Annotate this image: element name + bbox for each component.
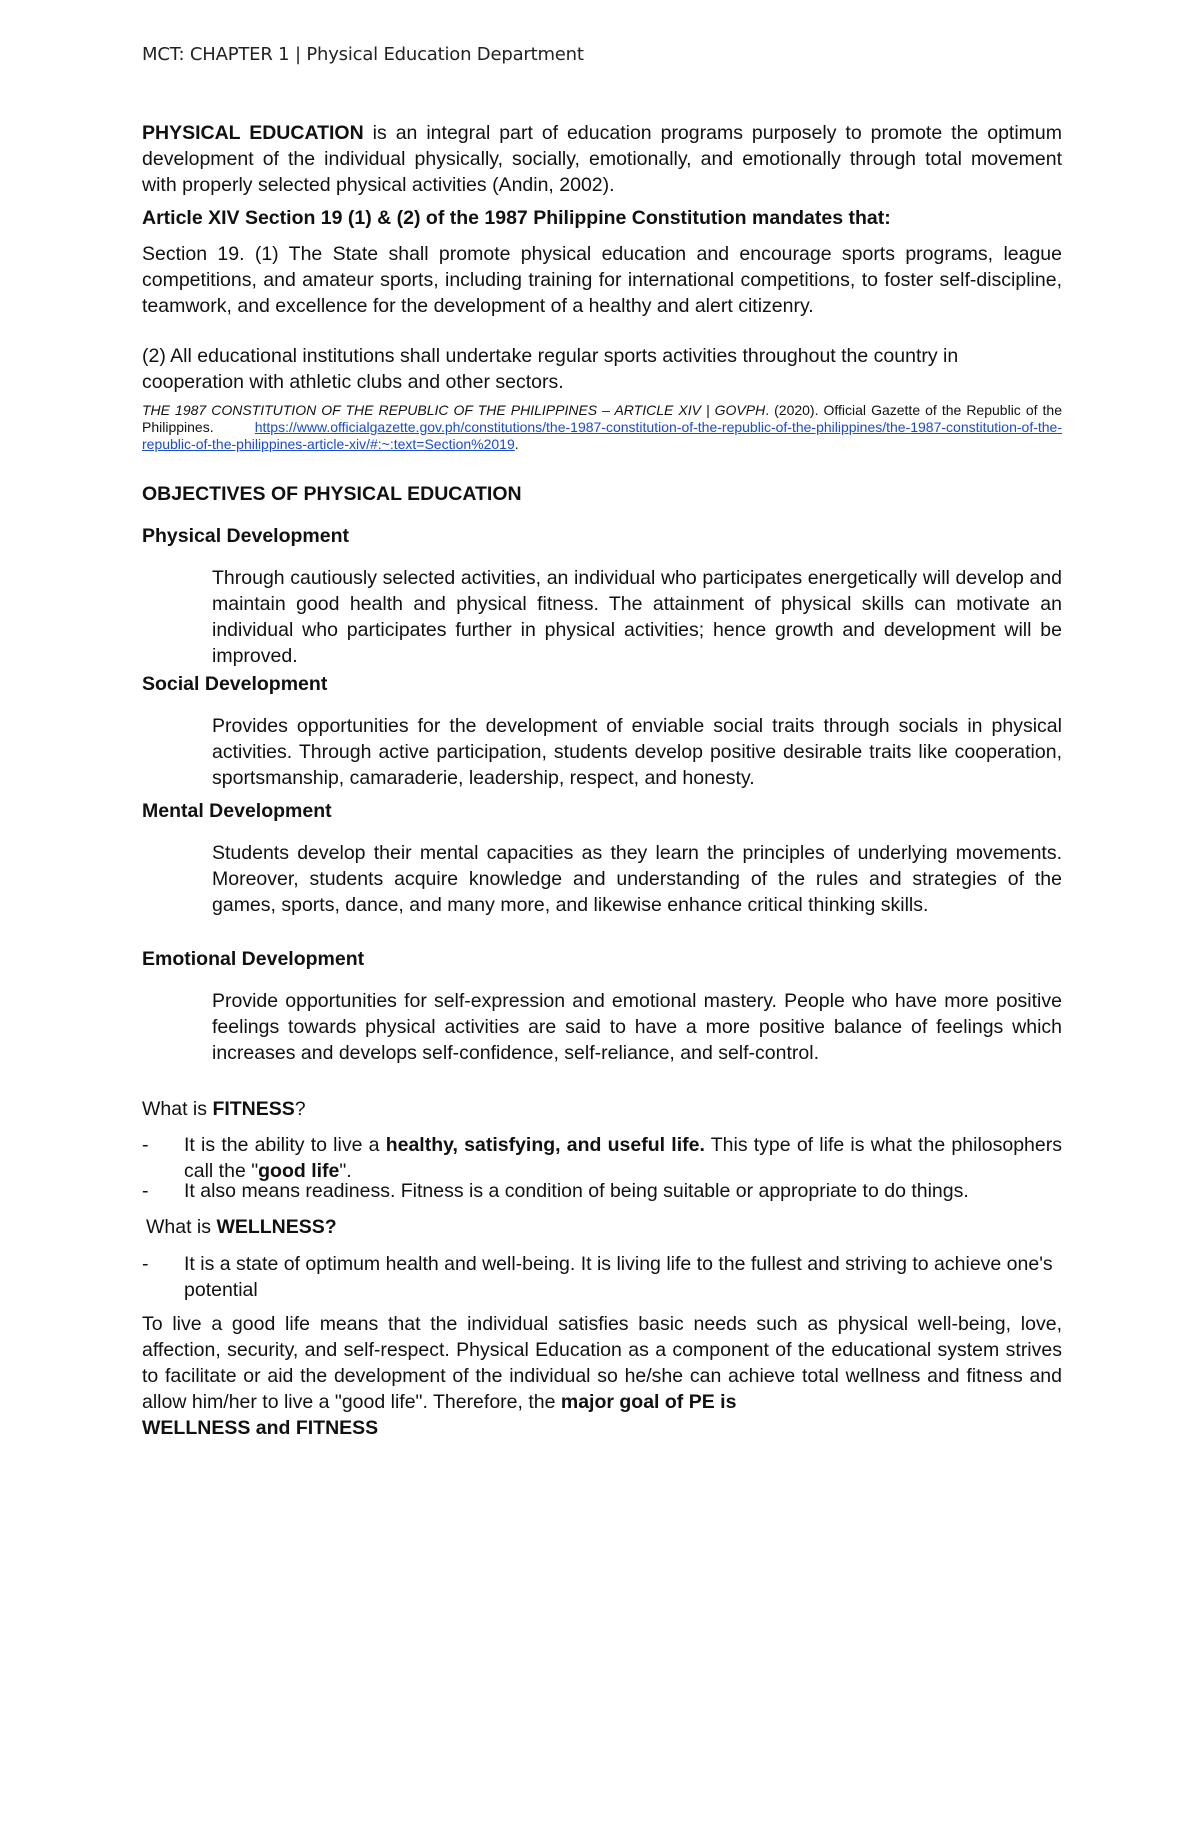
objective-text-physical: Through cautiously selected activities, an individual who participates energetically will develop and maintain good health and physical fitness. The attainment of physical skills can motivate an individual who participates further in physical activities; hence growth and development will be improved. xyxy=(212,567,1062,667)
objective-heading-social: Social Development xyxy=(142,673,328,695)
article-heading: Article XIV Section 19 (1) & (2) of the 1987 Philippine Constitution mandates that: xyxy=(142,207,891,229)
wellness-question: What is WELLNESS? xyxy=(146,1216,337,1238)
bullet-dash: - xyxy=(142,1253,149,1275)
bullet-dash: - xyxy=(142,1180,149,1202)
citation-link[interactable]: https://www.officialgazette.gov.ph/constitutions/the-1987-constitution-of-the-republic-of-the-philippines/the-1987-constitution-of-the-republic-of-the-philippines-article-xiv/#:~:text=Section%2019 xyxy=(142,419,1062,452)
citation: THE 1987 CONSTITUTION OF THE REPUBLIC OF THE PHILIPPINES – ARTICLE XIV | GOVPH. (2020). Official Gazette of the Republic of the Philippines. https://www.officialgazette.gov.ph/constitutions/the-1987-constitution-of-the-republic-of-the-philippines/the-1987-constitution-of-the-republic-of-the-philippines-article-xiv/#:~:text=Section%2019. xyxy=(142,402,1062,452)
wellness-bullet-1-text: It is a state of optimum health and well-being. It is living life to the fullest and striving to achieve one's potential xyxy=(184,1253,1053,1301)
fitness-bullet-1-text: It is the ability to live a healthy, satisfying, and useful life. This type of life is what the philosophers call the "good life". xyxy=(184,1134,1062,1182)
fitness-question: What is FITNESS? xyxy=(142,1098,306,1120)
intro-term: PHYSICAL EDUCATION xyxy=(142,122,364,144)
page-header: MCT: CHAPTER 1 | Physical Education Department xyxy=(142,44,584,65)
citation-rest: . (2020). Official Gazette of the Republic of the Philippines. xyxy=(142,402,1062,435)
intro-paragraph xyxy=(142,120,1062,198)
objective-heading-emotional: Emotional Development xyxy=(142,948,365,970)
objective-heading-mental: Mental Development xyxy=(142,800,332,822)
objective-heading-physical: Physical Development xyxy=(142,525,349,547)
section19-paragraph-1: Section 19. (1) The State shall promote physical education and encourage sports programs, league competitions, and amateur sports, including training for international competitions, to foster self-discipline, teamwork, and excellence for the development of a healthy and alert citizenry. xyxy=(142,243,1062,317)
bullet-dash: - xyxy=(142,1134,149,1156)
section19-paragraph-2: (2) All educational institutions shall undertake regular sports activities throughout the country in cooperation with athletic clubs and other sectors. xyxy=(142,345,959,393)
fitness-bullet-2-text: It also means readiness. Fitness is a condition of being suitable or appropriate to do things. xyxy=(184,1180,969,1202)
objective-text-emotional: Provide opportunities for self-expression and emotional mastery. People who have more positive feelings towards physical activities are said to have a more positive balance of feelings which increases and develops self-confidence, self-reliance, and self-control. xyxy=(212,990,1062,1064)
conclusion-paragraph: To live a good life means that the individual satisfies basic needs such as physical well-being, love, affection, security, and self-respect. Physical Education as a component of the educational system strives to facilitate or aid the development of the individual so he/she can achieve total wellness and fitness and allow him/her to live a "good life". Therefore, the major goal of PE is WELLNESS and FITNESS xyxy=(142,1313,1062,1439)
citation-title: THE 1987 CONSTITUTION OF THE REPUBLIC OF THE PHILIPPINES – ARTICLE XIV | GOVPH xyxy=(142,402,766,418)
objective-text-mental: Students develop their mental capacities as they learn the principles of underlying movements. Moreover, students acquire knowledge and understanding of the rules and strategies of the games, sports, dance, and many more, and likewise enhance critical thinking skills. xyxy=(212,842,1062,916)
objectives-title: OBJECTIVES OF PHYSICAL EDUCATION xyxy=(142,483,522,505)
objective-text-social: Provides opportunities for the development of enviable social traits through socials in physical activities. Through active participation, students develop positive desirable traits like cooperation, sportsmanship, camaraderie, leadership, respect, and honesty. xyxy=(212,715,1062,789)
intro-text: is an integral part of education programs purposely to promote the optimum development of the individual physically, socially, emotionally, and emotionally through total movement with properly selected physical activities (Andin, 2002). xyxy=(142,122,1062,196)
